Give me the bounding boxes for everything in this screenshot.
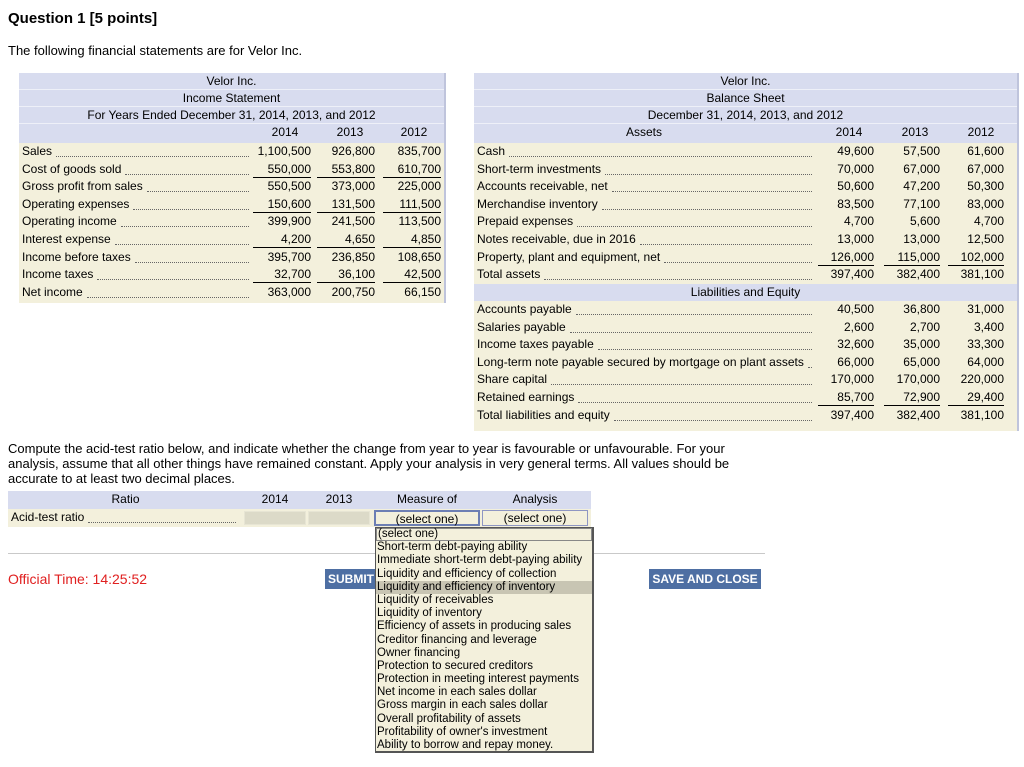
row-value: 835,700 <box>397 144 441 158</box>
row-value: 170,000 <box>896 372 940 387</box>
row-value: 72,900 <box>884 389 940 406</box>
row-label: Short-term investments <box>474 161 816 178</box>
row-label: Property, plant and equipment, net <box>474 249 816 266</box>
row-label: Cost of goods sold <box>19 161 253 178</box>
balance-title: Balance Sheet <box>474 90 1017 107</box>
instructions: Compute the acid-test ratio below, and indicate whether the change from year to year is favourable or unfavourable. For your analysis, assume that all other things have remained constant. Apply your analysis in very general terms. All values should be accurate to at least two decimal places. <box>8 441 730 486</box>
asset-rows <box>474 143 1017 284</box>
dropdown-option[interactable]: Net income in each sales dollar <box>377 686 537 699</box>
analysis-header: Analysis <box>512 492 558 506</box>
submit-button[interactable]: SUBMIT <box>325 569 377 589</box>
statement-row-operating-expenses <box>19 196 444 214</box>
row-label: Notes receivable, due in 2016 <box>474 231 816 248</box>
income-rows <box>19 143 444 303</box>
row-value: 220,000 <box>960 372 1004 387</box>
row-label: Accounts receivable, net <box>474 178 816 195</box>
row-value: 550,500 <box>267 179 311 194</box>
question-intro: The following financial statements are for Velor Inc. <box>8 43 303 58</box>
row-value: 70,000 <box>837 161 874 176</box>
statement-row-total-assets <box>474 266 1017 284</box>
dropdown-option[interactable]: Owner financing <box>377 646 461 659</box>
income-year-2012: 2012 <box>400 125 428 139</box>
row-label: Cash <box>474 143 816 160</box>
income-year-2014: 2014 <box>271 125 299 139</box>
row-value: 170,000 <box>830 372 874 387</box>
statement-row-retained-earnings <box>474 389 1017 407</box>
analysis-select[interactable]: (select one) <box>482 510 588 526</box>
liabilities-heading: Liabilities and Equity <box>474 284 1017 301</box>
row-value: 83,500 <box>837 196 874 211</box>
dropdown-option[interactable]: Ability to borrow and repay money. <box>377 739 554 751</box>
row-value: 382,400 <box>896 267 940 282</box>
row-value: 236,850 <box>331 249 375 264</box>
dropdown-option[interactable]: Protection to secured creditors <box>377 659 533 672</box>
row-value: 50,600 <box>837 179 874 194</box>
statement-row-interest-expense <box>19 231 444 249</box>
row-label: Merchandise inventory <box>474 196 816 213</box>
row-value: 67,000 <box>967 161 1004 176</box>
row-value: 550,000 <box>253 161 311 178</box>
statement-row-merchandise-inventory <box>474 196 1017 214</box>
row-value: 363,000 <box>267 284 311 299</box>
row-value: 926,800 <box>331 144 375 158</box>
row-value: 381,100 <box>960 267 1004 282</box>
balance-sheet <box>474 73 1019 431</box>
row-value: 57,500 <box>903 144 940 158</box>
row-label: Long-term note payable secured by mortgage on plant assets <box>474 354 816 371</box>
statement-row-short-term-investments <box>474 161 1017 179</box>
balance-year-2012: 2012 <box>967 125 995 139</box>
dropdown-option[interactable]: (select one) <box>376 528 592 541</box>
dropdown-option[interactable]: Liquidity of inventory <box>377 607 482 620</box>
row-value: 241,500 <box>331 214 375 229</box>
statement-row-total-liabilities-and-equity <box>474 407 1017 425</box>
row-label: Income taxes <box>19 266 253 283</box>
row-label: Income before taxes <box>19 249 253 266</box>
row-value: 113,500 <box>398 214 441 229</box>
row-label: Total liabilities and equity <box>474 407 816 424</box>
row-value: 64,000 <box>967 354 1004 369</box>
liability-rows <box>474 301 1017 431</box>
row-value: 83,000 <box>967 196 1004 211</box>
row-value: 4,200 <box>253 231 311 248</box>
ratio-2013-input[interactable] <box>308 511 370 525</box>
row-value: 1,100,500 <box>257 144 311 158</box>
row-label: Gross profit from sales <box>19 178 253 195</box>
row-value: 131,500 <box>317 196 375 213</box>
row-value: 2,600 <box>843 319 874 334</box>
statement-row-salaries-payable <box>474 319 1017 337</box>
row-value: 397,400 <box>830 267 874 282</box>
acid-test-label: Acid-test ratio <box>8 509 240 526</box>
dropdown-option[interactable]: Protection in meeting interest payments <box>377 673 579 686</box>
ratio-header: Ratio <box>111 492 140 506</box>
row-value: 61,600 <box>967 144 1004 158</box>
ratio-table <box>8 491 591 527</box>
row-value: 382,400 <box>896 407 940 422</box>
row-label: Retained earnings <box>474 389 816 406</box>
dropdown-option[interactable]: Liquidity and efficiency of collection <box>377 567 557 580</box>
row-label: Net income <box>19 284 253 301</box>
row-value: 2,700 <box>909 319 940 334</box>
row-value: 102,000 <box>948 249 1004 266</box>
row-label: Sales <box>19 143 253 160</box>
row-value: 150,600 <box>253 196 311 213</box>
row-value: 42,500 <box>383 266 441 283</box>
row-value: 200,750 <box>331 284 375 299</box>
statement-row-income-taxes-payable <box>474 336 1017 354</box>
statement-row-prepaid-expenses <box>474 213 1017 231</box>
row-value: 66,000 <box>837 354 874 369</box>
row-value: 397,400 <box>830 407 874 422</box>
statement-row-long-term-note-payable-secured-by-mortgage-on-plant-assets <box>474 354 1017 372</box>
row-value: 32,700 <box>253 266 311 283</box>
row-value: 4,700 <box>843 214 874 229</box>
row-value: 381,100 <box>960 407 1004 422</box>
row-value: 4,700 <box>973 214 1004 229</box>
statement-row-accounts-receivable-net <box>474 178 1017 196</box>
save-and-close-button[interactable]: SAVE AND CLOSE <box>649 569 761 589</box>
income-statement <box>19 73 446 303</box>
dropdown-option[interactable]: Overall profitability of assets <box>377 712 521 725</box>
row-label: Share capital <box>474 371 816 388</box>
row-value: 36,800 <box>903 302 940 316</box>
dropdown-option[interactable]: Gross margin in each sales dollar <box>377 699 548 712</box>
dropdown-option[interactable]: Liquidity and efficiency of inventory <box>376 581 592 594</box>
dropdown-option[interactable]: Liquidity of receivables <box>377 593 494 606</box>
row-value: 111,500 <box>383 196 441 213</box>
year-2014-header: 2014 <box>261 492 289 506</box>
income-period: For Years Ended December 31, 2014, 2013, and 2012 <box>19 107 444 124</box>
measure-header: Measure of <box>396 492 458 506</box>
statement-row-operating-income <box>19 213 444 231</box>
row-value: 65,000 <box>903 354 940 369</box>
row-value: 4,650 <box>317 231 375 248</box>
row-value: 3,400 <box>973 319 1004 334</box>
row-value: 49,600 <box>837 144 874 158</box>
row-label: Total assets <box>474 266 816 283</box>
dropdown-option[interactable]: Efficiency of assets in producing sales <box>377 620 572 633</box>
row-value: 395,700 <box>267 249 311 264</box>
row-value: 36,100 <box>317 266 375 283</box>
balance-year-2013: 2013 <box>901 125 929 139</box>
row-value: 35,000 <box>903 337 940 352</box>
row-value: 610,700 <box>383 161 441 178</box>
statement-row-accounts-payable <box>474 301 1017 319</box>
row-value: 33,300 <box>967 337 1004 352</box>
acid-test-row <box>8 509 591 527</box>
row-value: 13,000 <box>837 232 874 246</box>
statement-row-income-before-taxes <box>19 249 444 267</box>
assets-heading: Assets <box>625 125 662 139</box>
row-value: 553,800 <box>317 161 375 178</box>
income-title: Income Statement <box>19 90 444 107</box>
row-value: 5,600 <box>909 214 940 229</box>
balance-company: Velor Inc. <box>474 73 1017 90</box>
row-label: Operating income <box>19 213 253 230</box>
income-year-2013: 2013 <box>336 125 364 139</box>
row-value: 373,000 <box>331 179 375 194</box>
measure-dropdown-list[interactable] <box>375 527 594 753</box>
ratio-2014-input[interactable] <box>244 511 306 525</box>
row-value: 77,100 <box>903 196 940 211</box>
row-value: 225,000 <box>397 179 441 194</box>
row-value: 32,600 <box>837 337 874 352</box>
row-value: 85,700 <box>818 389 874 406</box>
statement-row-sales <box>19 143 444 161</box>
statement-row-income-taxes <box>19 266 444 284</box>
statement-row-share-capital <box>474 371 1017 389</box>
row-value: 40,500 <box>837 302 874 316</box>
statement-row-cash <box>474 143 1017 161</box>
row-value: 12,500 <box>967 232 1004 246</box>
row-label: Interest expense <box>19 231 253 248</box>
row-label: Prepaid expenses <box>474 213 816 230</box>
question-title: Question 1 [5 points] <box>8 10 158 27</box>
row-value: 67,000 <box>903 161 940 176</box>
statement-row-property-plant-and-equipment-net <box>474 249 1017 267</box>
statement-row-net-income <box>19 284 444 302</box>
row-value: 4,850 <box>383 231 441 248</box>
row-label: Operating expenses <box>19 196 253 213</box>
row-value: 31,000 <box>967 302 1004 316</box>
row-label: Income taxes payable <box>474 336 816 353</box>
row-value: 50,300 <box>967 179 1004 194</box>
official-time: Official Time: 14:25:52 <box>8 571 148 587</box>
row-value: 47,200 <box>903 179 940 194</box>
income-company: Velor Inc. <box>19 73 444 90</box>
row-label: Salaries payable <box>474 319 816 336</box>
row-value: 115,000 <box>884 249 940 266</box>
measure-select[interactable]: (select one) <box>374 510 480 526</box>
statement-row-gross-profit-from-sales <box>19 178 444 196</box>
year-2013-header: 2013 <box>325 492 353 506</box>
dropdown-option[interactable]: Immediate short-term debt-paying ability <box>377 554 583 567</box>
row-value: 66,150 <box>404 284 441 299</box>
row-value: 13,000 <box>903 232 940 246</box>
statement-row-notes-receivable-due-in-2016 <box>474 231 1017 249</box>
row-label: Accounts payable <box>474 301 816 318</box>
dropdown-option[interactable]: Profitability of owner's investment <box>377 725 548 738</box>
row-value: 126,000 <box>818 249 874 266</box>
row-value: 108,650 <box>397 249 441 264</box>
row-value: 399,900 <box>267 214 311 229</box>
balance-year-2014: 2014 <box>835 125 863 139</box>
row-value: 29,400 <box>948 389 1004 406</box>
statement-row-cost-of-goods-sold <box>19 161 444 179</box>
balance-date: December 31, 2014, 2013, and 2012 <box>474 107 1017 124</box>
dropdown-option[interactable]: Creditor financing and leverage <box>377 633 537 646</box>
dropdown-option[interactable]: Short-term debt-paying ability <box>377 541 528 554</box>
